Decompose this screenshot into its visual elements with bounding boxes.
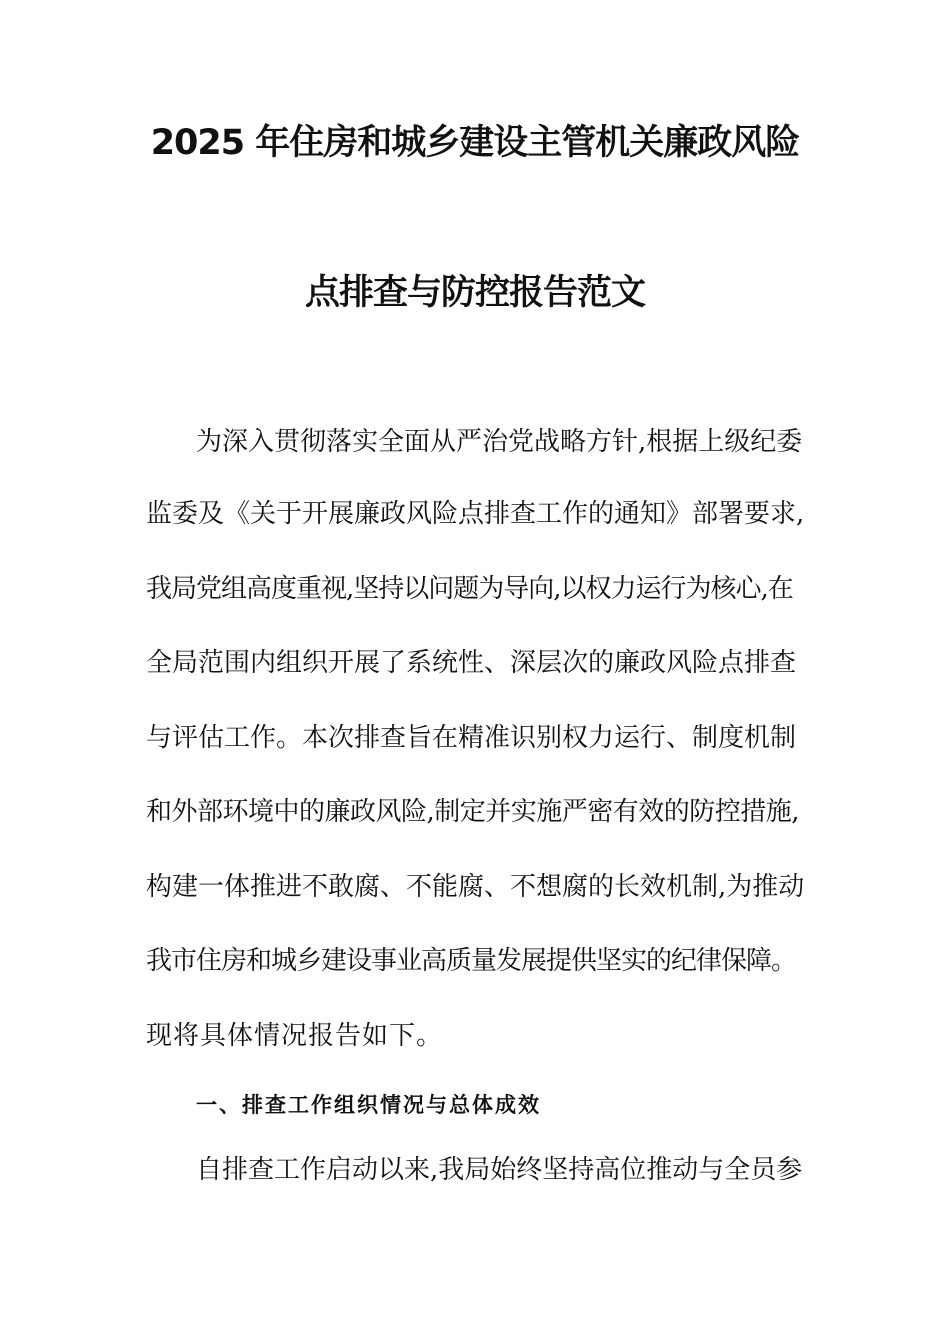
section-1-heading: 一、排查工作组织情况与总体成效 xyxy=(196,1093,541,1117)
paragraph-2-line-1: 自排查工作启动以来,我局始终坚持高位推动与全员参 xyxy=(196,1155,803,1185)
paragraph-1-line-4: 全局范围内组织开展了系统性、深层次的廉政风险点排查 xyxy=(146,648,797,678)
paragraph-1-line-6: 和外部环境中的廉政风险,制定并实施严密有效的防控措施, xyxy=(146,797,800,827)
paragraph-1-line-3: 我局党组高度重视,坚持以问题为导向,以权力运行为核心,在 xyxy=(146,574,793,604)
paragraph-1-line-5: 与评估工作。本次排查旨在精准识别权力运行、制度机制 xyxy=(146,723,797,753)
document-title-line-2: 点排查与防控报告范文 xyxy=(304,273,645,313)
paragraph-1-line-9: 现将具体情况报告如下。 xyxy=(146,1021,444,1051)
paragraph-1-line-8: 我市住房和城乡建设事业高质量发展提供坚实的纪律保障。 xyxy=(146,946,797,976)
paragraph-1-line-7: 构建一体推进不敢腐、不能腐、不想腐的长效机制,为推动 xyxy=(146,872,805,902)
document-title-line-1: 2025 年住房和城乡建设主管机关廉政风险 xyxy=(150,123,800,163)
paragraph-1-line-1: 为深入贯彻落实全面从严治党战略方针,根据上级纪委 xyxy=(196,427,803,457)
paragraph-1-line-2: 监委及《关于开展廉政风险点排查工作的通知》部署要求, xyxy=(146,499,805,529)
